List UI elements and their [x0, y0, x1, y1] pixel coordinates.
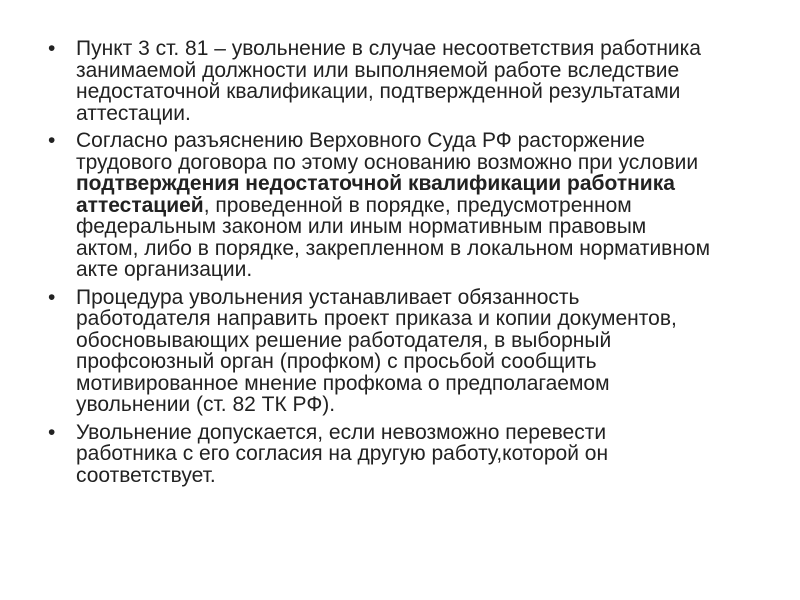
- bullet-dot-icon: •: [48, 37, 56, 60]
- bullet-list: [46, 38, 760, 486]
- bullet-3-line-1: Процедура увольнения устанавливает обязанность: [76, 285, 580, 309]
- bullet-dot-icon: •: [48, 420, 56, 444]
- bullet-4-line-1: Увольнение допускается, если невозможно перевести: [76, 420, 607, 444]
- bullet-2-line-4-bold: аттестацией: [76, 193, 204, 217]
- bullet-item-2: [46, 130, 760, 281]
- bullet-3-line-5: мотивированное мнение профкома о предполагаемом: [76, 371, 610, 395]
- bullet-3-line-3: обосновывающих решение работодателя, в выборный: [76, 328, 612, 352]
- bullet-dot-icon: •: [48, 285, 56, 309]
- bullet-4-line-2: работника с его согласия на другую работу,которой он: [76, 442, 609, 465]
- bullet-item-3: [46, 287, 760, 416]
- bullet-2-line-4: [76, 195, 760, 217]
- bullet-2-line-7: акте организации.: [76, 258, 253, 281]
- bullet-dot-icon: •: [48, 129, 56, 152]
- bullet-1-line-3: недостаточной квалификации, подтвержденной результатами: [76, 80, 681, 103]
- bullet-3-line-4: профсоюзный орган (профком) с просьбой сообщить: [76, 350, 597, 373]
- bullet-3-line-2: работодателя направить проект приказа и копии документов,: [76, 307, 677, 330]
- bullet-item-1: [46, 38, 760, 124]
- bullet-1-line-4: аттестации.: [76, 101, 191, 125]
- bullet-2-line-1: Согласно разъяснению Верховного Суда РФ расторжение: [76, 129, 645, 152]
- bullet-3-line-6: увольнении (ст. 82 ТК РФ).: [76, 393, 336, 416]
- bullet-2-line-2: трудового договора по этому основанию возможно при условии: [76, 150, 699, 174]
- bullet-item-4: [46, 422, 760, 487]
- bullet-4-line-3: соответствует.: [76, 463, 216, 487]
- bullet-2-line-5: федеральным законом или иным нормативным правовым: [76, 215, 647, 238]
- bullet-2-line-6: актом, либо в порядке, закрепленном в локальном нормативном: [76, 236, 711, 260]
- bullet-1-line-1: Пункт 3 ст. 81 – увольнение в случае несоответствия работника: [76, 37, 701, 60]
- bullet-1-line-2: занимаемой должности или выполняемой работе вследствие: [76, 58, 680, 82]
- bullet-2-line-4-rest: , проведенной в порядке, предусмотренном: [203, 193, 632, 217]
- bullet-2-line-3-bold: подтверждения недостаточной квалификации работника: [76, 172, 675, 195]
